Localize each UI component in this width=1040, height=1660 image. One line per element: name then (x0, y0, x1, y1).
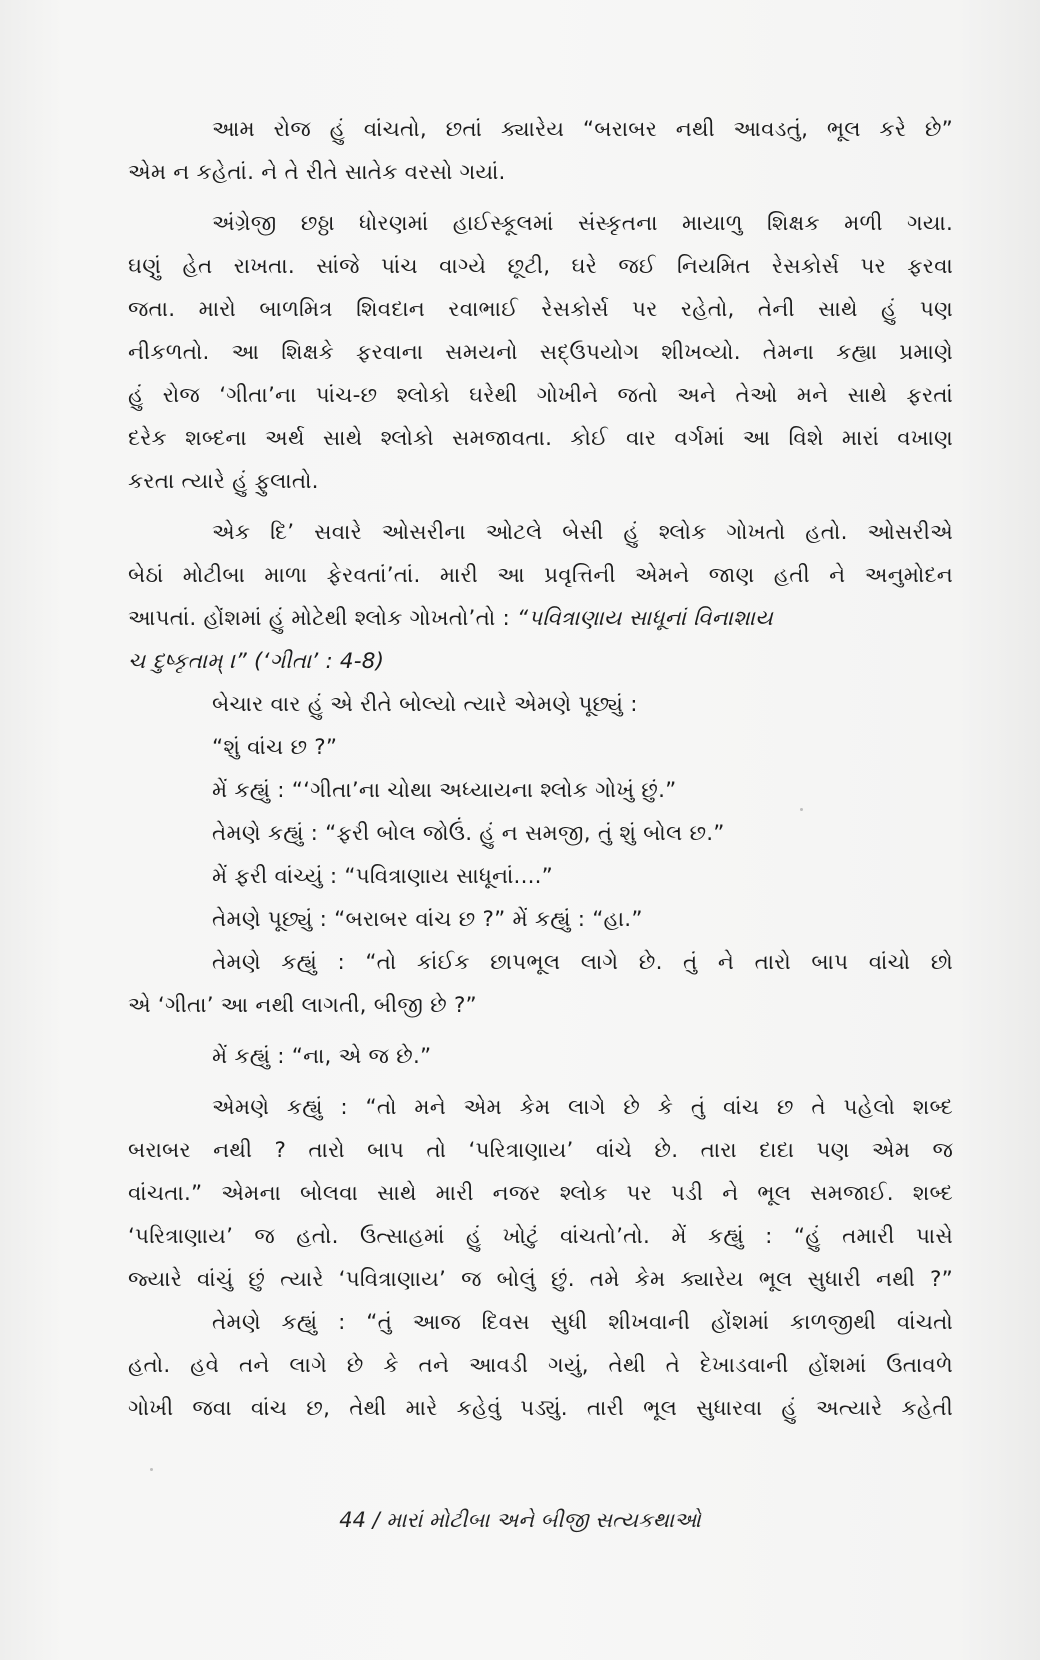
dialogue-line: તેમણે કહ્યું : “ફરી બોલ જોઉં. હું ન સમજી, તું શું બોલ છ.” (212, 821, 725, 846)
text-line: બેઠાં મોટીબા માળા ફેરવતાં’તાં. મારી આ પ્રવૃત્તિની એમને જાણ હતી ને અનુમોદન (128, 563, 953, 588)
text-line: ‘પરિત્રાણાય’ જ હતો. ઉત્સાહમાં હું ખોટું વાંચતો’તો. મેં કહ્યું : “હું તમારી પાસે (128, 1224, 953, 1249)
text-line: તેમણે કહ્યું : “તું આજ દિવસ સુધી શીખવાની હોંશમાં કાળજીથી વાંચતો (212, 1310, 953, 1335)
text-line: એમ ન કહેતાં. ને તે રીતે સાતેક વરસો ગયાં. (128, 160, 506, 185)
body-text (128, 108, 953, 1430)
text-line: દરેક શબ્દના અર્થ સાથે શ્લોકો સમજાવતા. કોઈ વાર વર્ગમાં આ વિશે મારાં વખાણ (128, 426, 953, 451)
page-footer: 44 / મારાં મોટીબા અને બીજી સત્યકથાઓ (339, 1508, 701, 1532)
text-line: નીકળતો. આ શિક્ષકે ફરવાના સમયનો સદ્ઉપયોગ શીખવ્યો. તેમના કહ્યા પ્રમાણે (128, 340, 953, 365)
dialogue-line: તેમણે કહ્યું : “તો કાંઈક છાપભૂલ લાગે છે. તું ને તારો બાપ વાંચો છો (212, 950, 953, 975)
dialogue-line: મેં કહ્યું : “ના, એ જ છે.” (212, 1044, 432, 1069)
text-line: હું રોજ ‘ગીતા’ના પાંચ-છ શ્લોકો ઘરેથી ગોખીને જતો અને તેઓ મને સાથે ફરતાં (128, 383, 953, 408)
text-line: કરતા ત્યારે હું ફુલાતો. (128, 469, 319, 494)
dialogue-line: મેં ફરી વાંચ્યું : “પવિત્રાણાય સાધૂનાં....” (212, 864, 554, 889)
text-line: એમણે કહ્યું : “તો મને એમ કેમ લાગે છે કે તું વાંચ છ તે પહેલો શબ્દ (212, 1095, 953, 1120)
paper-speck (150, 1468, 153, 1471)
text-line-start: આપતાં. હોંશમાં હું મોટેથી શ્લોક ગોખતો’તો : (128, 606, 517, 631)
text-line: હતો. હવે તને લાગે છે કે તને આવડી ગયું, તેથી તે દેખાડવાની હોંશમાં ઉતાવળે (128, 1353, 953, 1378)
text-line: એક દિ’ સવારે ઓસરીના ઓટલે બેસી હું શ્લોક ગોખતો હતો. ઓસરીએ (212, 520, 953, 545)
text-line: જ્યારે વાંચું છું ત્યારે ‘પવિત્રાણાય’ જ બોલું છું. તમે કેમ ક્યારેય ભૂલ સુધારી નથી ?” (128, 1267, 953, 1292)
dialogue-line: “શું વાંચ છ ?” (212, 735, 338, 760)
text-line (128, 597, 953, 640)
paper-speck (800, 808, 803, 811)
text-line: આમ રોજ હું વાંચતો, છતાં ક્યારેય “બરાબર નથી આવડતું, ભૂલ કરે છે” (212, 117, 953, 142)
verse-quote: “પવિત્રાણાય સાધૂનાં વિનાશાય (516, 606, 773, 631)
dialogue-line: તેમણે પૂછ્યું : “બરાબર વાંચ છ ?” મેં કહ્યું : “હા.” (212, 907, 643, 932)
dialogue-line: એ ‘ગીતા’ આ નથી લાગતી, બીજી છે ?” (128, 993, 477, 1018)
dialogue-line: બેચાર વાર હું એ રીતે બોલ્યો ત્યારે એમણે પૂછ્યું : (212, 692, 638, 717)
verse-quote-end: ચ દુષ્કૃતામ્ ।” (‘ગીતા’ : 4-8) (128, 649, 385, 674)
text-line: જતા. મારો બાળમિત્ર શિવદાન રવાભાઈ રેસકોર્સ પર રહેતો, તેની સાથે હું પણ (128, 297, 953, 322)
text-line: વાંચતા.” એમના બોલવા સાથે મારી નજર શ્લોક પર પડી ને ભૂલ સમજાઈ. શબ્દ (128, 1181, 953, 1206)
text-line: ઘણું હેત રાખતા. સાંજે પાંચ વાગ્યે છૂટી, ઘરે જઈ નિયમિત રેસકોર્સ પર ફરવા (128, 254, 953, 279)
text-line: અંગ્રેજી છઠ્ઠા ધોરણમાં હાઈસ્કૂલમાં સંસ્કૃતના માયાળુ શિક્ષક મળી ગયા. (212, 211, 953, 236)
dialogue-line: મેં કહ્યું : “‘ગીતા’ના ચોથા અધ્યાયના શ્લોક ગોખું છું.” (212, 778, 677, 803)
text-line: બરાબર નથી ? તારો બાપ તો ‘પરિત્રાણાય’ વાંચે છે. તારા દાદા પણ એમ જ (128, 1138, 953, 1163)
text-line: ગોખી જવા વાંચ છ, તેથી મારે કહેવું પડ્યું. તારી ભૂલ સુધારવા હું અત્યારે કહેતી (128, 1396, 953, 1421)
